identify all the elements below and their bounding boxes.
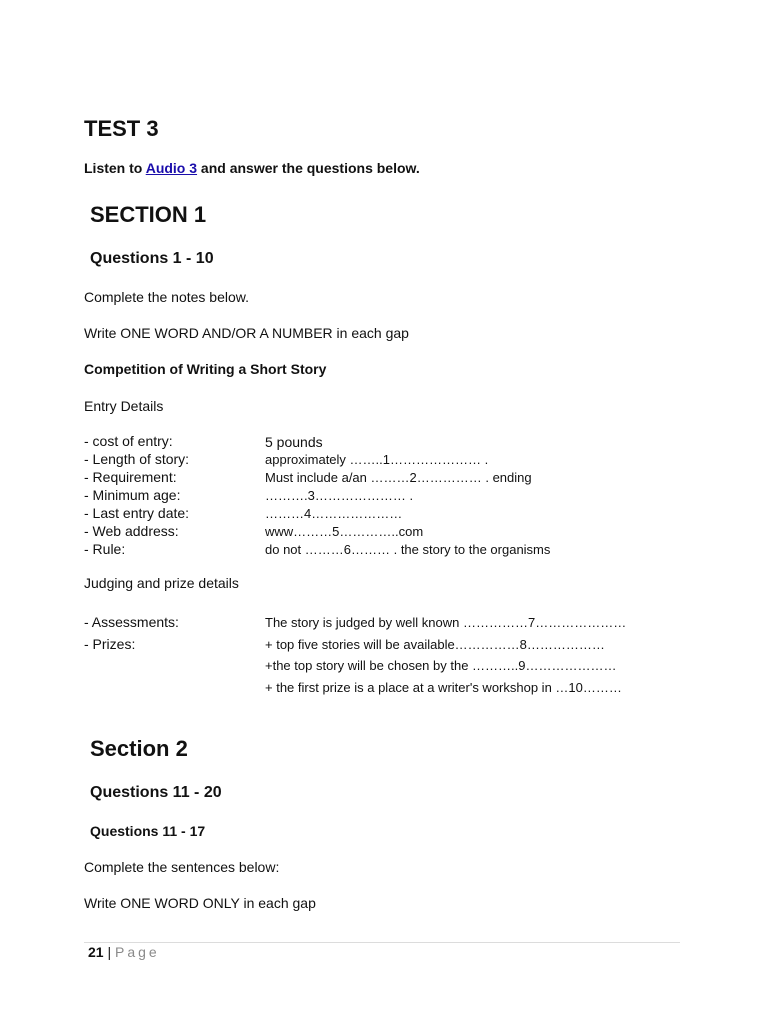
- judging-label: - Assessments:: [84, 614, 179, 630]
- page-number: 21: [88, 944, 104, 960]
- judging-value: +the top story will be chosen by the ………..9…………………: [265, 658, 617, 673]
- entry-value: Must include a/an ………2…………… . ending: [265, 470, 532, 485]
- entry-label: - Web address:: [84, 523, 179, 539]
- intro-before: Listen to: [84, 160, 146, 176]
- intro-line: [84, 160, 420, 176]
- entry-value: do not ………6……… . the story to the organisms: [265, 542, 551, 557]
- entry-label: - Requirement:: [84, 469, 177, 485]
- section1-instruction-1: Complete the notes below.: [84, 289, 249, 305]
- judging-label: - Prizes:: [84, 636, 136, 652]
- audio-link[interactable]: Audio 3: [145, 160, 198, 176]
- entry-details-heading: Entry Details: [84, 398, 164, 414]
- section2-instruction-2: Write ONE WORD ONLY in each gap: [84, 895, 316, 911]
- entry-value: www………5…………..com: [265, 524, 424, 539]
- section1-heading: SECTION 1: [90, 202, 207, 227]
- section2-sub-heading: Questions 11 - 17: [90, 823, 206, 839]
- page-separator: |: [103, 944, 115, 960]
- footer-divider: [84, 942, 680, 943]
- judging-value: + the first prize is a place at a writer's workshop in …10………: [265, 680, 622, 695]
- judging-heading: Judging and prize details: [84, 575, 239, 591]
- entry-label: - cost of entry:: [84, 433, 173, 449]
- entry-value: ………4…………………: [265, 506, 403, 521]
- section2-heading: Section 2: [90, 736, 188, 761]
- section1-questions-heading: Questions 1 - 10: [90, 250, 214, 267]
- page-word: Page: [115, 944, 160, 960]
- intro-after: and answer the questions below.: [197, 160, 420, 176]
- entry-label: - Minimum age:: [84, 487, 181, 503]
- entry-label: - Length of story:: [84, 451, 190, 467]
- competition-title: Competition of Writing a Short Story: [84, 361, 327, 377]
- section1-instruction-2: Write ONE WORD AND/OR A NUMBER in each gap: [84, 325, 409, 341]
- entry-label: - Last entry date:: [84, 505, 190, 521]
- test-title: TEST 3: [84, 116, 159, 141]
- judging-value: The story is judged by well known ……………7…………………: [265, 615, 627, 630]
- entry-value: 5 pounds: [265, 434, 323, 450]
- entry-label: - Rule:: [84, 541, 126, 557]
- section2-instruction-1: Complete the sentences below:: [84, 859, 280, 875]
- judging-value: + top five stories will be available……………8………………: [265, 637, 605, 652]
- entry-value: ……….3………………… .: [265, 488, 414, 503]
- section2-questions-heading: Questions 11 - 20: [90, 784, 222, 801]
- entry-value: approximately ……..1………………… .: [265, 452, 489, 467]
- page-footer: [88, 944, 160, 960]
